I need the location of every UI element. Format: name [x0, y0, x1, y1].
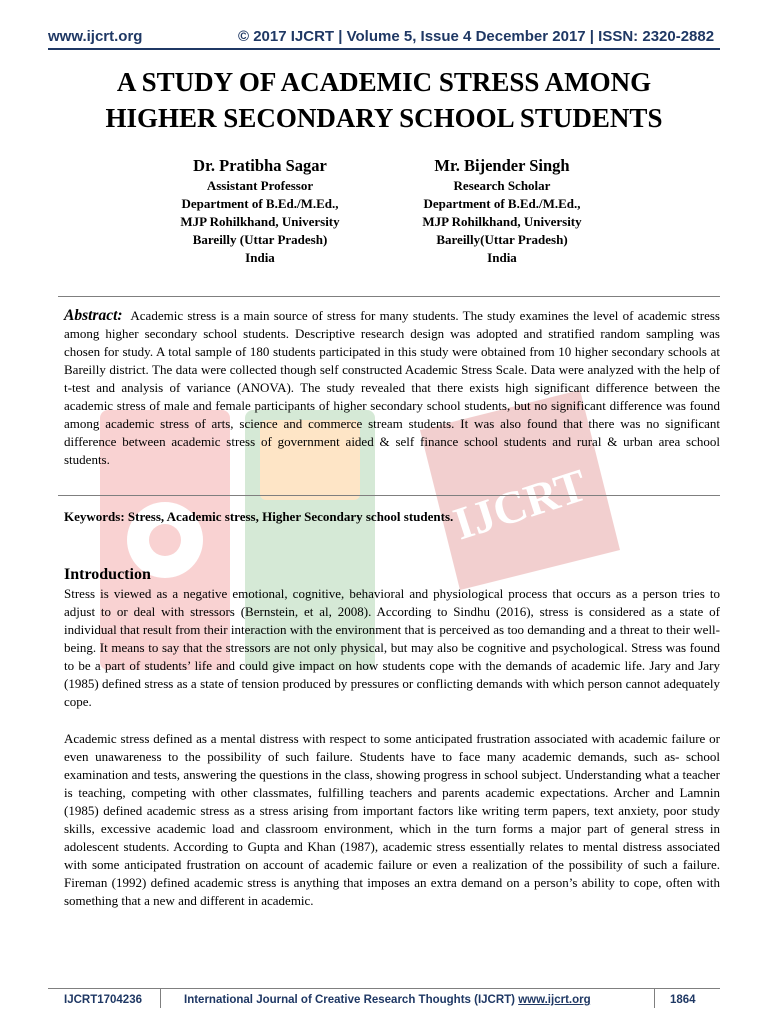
abstract-section: [58, 296, 720, 496]
footer-paper-id: IJCRT1704236: [64, 994, 142, 1006]
footer-divider: [48, 988, 720, 989]
author-affiliation-line: Department of B.Ed./M.Ed.,: [181, 196, 339, 211]
title-line-2: HIGHER SECONDARY SCHOOL STUDENTS: [105, 103, 663, 133]
abstract-text: Academic stress is a main source of stress for many students. The study examines the level of academic stress among higher secondary school students. Descriptive research design was adopted and stratified random sampling was chosen for study. A total sample of 180 students participated in this study were obtained from 10 higher secondary schools at Bareilly district. The data were collected though self constructed Academic Stress Scale. Data were analyzed with the help of t-test and analysis of variance (ANOVA). The study revealed that there exists high significant difference between the academic stress of male and female participants of higher secondary school students, but no significant difference was found among academic stress of arts, science and commerce stream students. It was also found that there was no significant difference between academic stress of government aided & self finance school students and rural & urban area school students.: [64, 308, 720, 467]
author-affiliation-line: Bareilly(Uttar Pradesh): [436, 232, 568, 247]
abstract-label: Abstract:: [64, 307, 123, 324]
footer-page-number: 1864: [670, 994, 696, 1006]
header-citation: © 2017 IJCRT | Volume 5, Issue 4 December 2017 | ISSN: 2320-2882: [238, 28, 715, 45]
gear-icon-hub: [149, 524, 181, 556]
footer-site-link[interactable]: www.ijcrt.org: [518, 994, 591, 1006]
author-affiliation-line: MJP Rohilkhand, University: [422, 214, 582, 229]
author-affiliation-line: Assistant Professor: [206, 178, 314, 193]
author-affiliation-line: Research Scholar: [453, 178, 551, 193]
abstract-paragraph: [64, 307, 720, 469]
footer-journal: [184, 994, 591, 1006]
footer-separator: [160, 988, 161, 1008]
author-affiliation-line: India: [487, 250, 517, 265]
author-block-1: [150, 155, 370, 267]
section-heading-introduction: Introduction: [64, 566, 151, 583]
author-block-2: [392, 155, 612, 267]
title-line-1: A STUDY OF ACADEMIC STRESS AMONG: [116, 67, 652, 97]
footer-journal-name: International Journal of Creative Research Thoughts (IJCRT): [184, 994, 515, 1006]
paper-title: [40, 64, 728, 136]
author-affiliation-line: India: [245, 250, 275, 265]
intro-paragraph-1: Stress is viewed as a negative emotional, cognitive, behavioral and physiological process that occurs as a person tries to adjust to or deal with stressors (Bernstein, et al, 2008). According to Sindhu (2016), stress is considered as a state of individual that result from their interaction with the environment that is perceived as too demanding and a threat to their well-being. It means to say that the stressors are not only physical, but may also be cognitive and psychological. Stress was found to be a part of students’ life and could give impact on how students cope with the demands of academic life. Jary and Jary (1985) defined stress as a state of tension produced by pressures or conflicting demands with which person cannot adequately cope.: [64, 586, 720, 709]
author-affiliation-line: Department of B.Ed./M.Ed.,: [423, 196, 581, 211]
watermark-text: IJCRT: [447, 458, 593, 550]
intro-paragraph-2: Academic stress defined as a mental distress with respect to some anticipated frustration associated with academic failure or even unawareness to the possibility of such failure. Students have to face many academic demands, such as- school examination and tests, answering the questions in the class, showing progress in school subject. Understanding what a teacher is teaching, competing with other classmates, fulfilling teachers and parents academic expectations. Archer and Lamnin (1985) defined academic stress as a stress arising from important factors like writing term papers, text anxiety, poor study skills, excessive academic load and classroom environment, which in the turn forms a major part of general stress in adolescent students. According to Gupta and Khan (1987), academic stress essentially relates to mental distress associated with some anticipated frustration on account of academic failure or even a realization of the possibility of such a failure. Fireman (1992) defined academic stress is anything that imposes an extra demand on a person’s ability to cope, often with something that a new and different in academic.: [64, 731, 720, 908]
author-name: Dr. Pratibha Sagar: [193, 156, 327, 175]
footer-separator: [654, 988, 655, 1008]
header-divider: [48, 48, 720, 50]
author-affiliation-line: Bareilly (Uttar Pradesh): [192, 232, 328, 247]
author-name: Mr. Bijender Singh: [434, 156, 570, 175]
header-site-link[interactable]: www.ijcrt.org: [48, 28, 143, 45]
keywords-line: Keywords: Stress, Academic stress, Higher Secondary school students.: [64, 509, 454, 524]
author-affiliation-line: MJP Rohilkhand, University: [180, 214, 340, 229]
